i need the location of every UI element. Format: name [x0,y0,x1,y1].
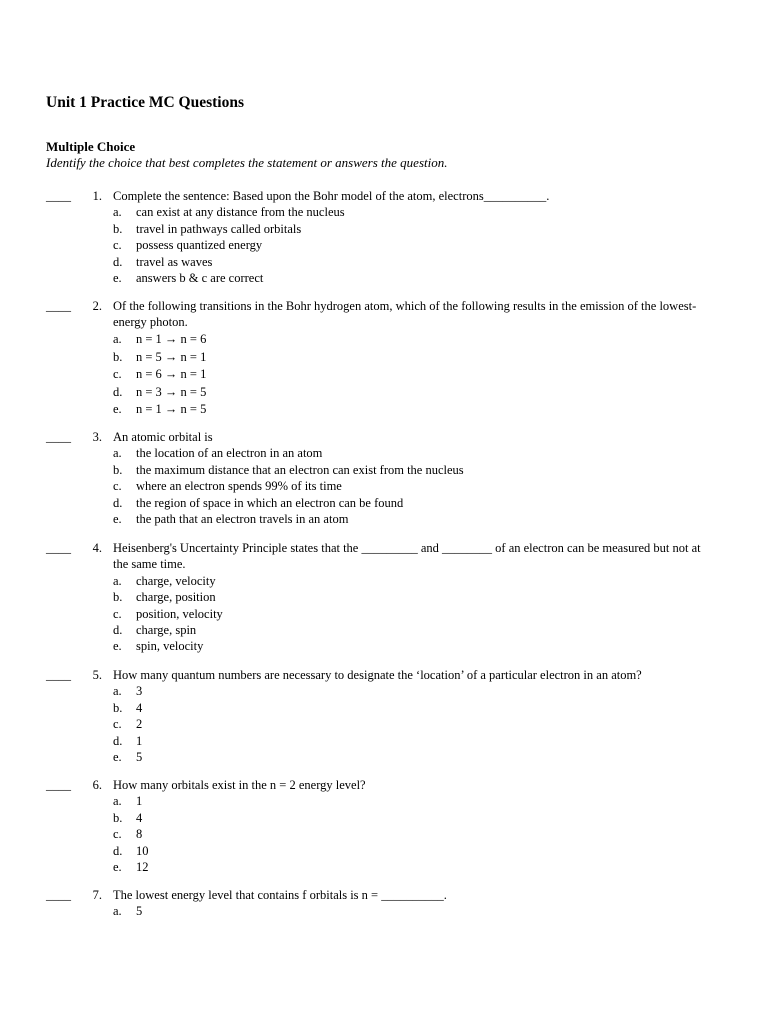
choice-text: position, velocity [136,606,223,621]
answer-blank: ____ [46,299,71,313]
choice-text: 10 [136,843,149,858]
answer-blank: ____ [46,668,71,682]
choice-letter: b. [113,221,123,236]
choice-text: charge, velocity [136,573,216,588]
choice-letter: e. [113,749,122,764]
choice-text: travel as waves [136,254,213,269]
choice-letter: a. [113,332,122,346]
choice-text: n = 5 → n = 1 [136,349,207,364]
choice-text: 1 [136,794,143,809]
question-number: 6. [92,778,102,792]
choice-text: 5 [136,749,143,764]
choice-letter: a. [113,684,122,699]
choice-text: 5 [136,904,143,919]
answer-blank: ____ [46,778,71,792]
question-text: How many orbitals exist in the n = 2 energy level? [113,778,366,792]
choice-text: n = 1 → n = 6 [136,332,207,346]
question-number: 4. [92,541,102,555]
question-number: 5. [92,668,102,682]
choice-letter: b. [113,462,123,477]
choice-letter: e. [113,859,122,874]
choice-letter: d. [113,843,123,858]
choice-letter: a. [113,904,122,919]
choice-text: 1 [136,733,143,748]
question-text: An atomic orbital is [113,430,213,444]
choice-letter: d. [113,254,123,269]
choice-letter: b. [113,810,123,825]
question-text: Of the following transitions in the Bohr hydrogen atom, which of the following results in the emission of the lowest-energy photon. [113,299,697,330]
choice-letter: b. [113,349,123,364]
choice-letter: b. [113,590,123,605]
choice-text: n = 1 → n = 5 [136,402,207,416]
choice-letter: e. [113,270,122,285]
question-text: Heisenberg's Uncertainty Principle states that the _________ and ________ of an electron can be measured but not at the same time. [113,541,701,572]
choice-letter: d. [113,384,123,399]
choice-letter: d. [113,733,123,748]
answer-blank: ____ [46,430,71,444]
section-instructions: Identify the choice that best completes the statement or answers the question. [46,155,448,170]
choice-text: spin, velocity [136,639,204,654]
choice-letter: c. [113,479,122,494]
choice-letter: e. [113,511,122,526]
page-title: Unit 1 Practice MC Questions [46,94,245,111]
choice-letter: a. [113,573,122,588]
choice-text: the location of an electron in an atom [136,446,323,461]
choice-text: charge, spin [136,622,197,637]
choice-letter: c. [113,367,122,381]
choice-letter: c. [113,827,122,842]
choice-text: can exist at any distance from the nucleus [136,205,345,220]
choice-letter: c. [113,238,122,253]
choice-text: the region of space in which an electron can be found [136,495,404,510]
question-number: 2. [92,299,102,313]
question-number: 7. [92,888,102,902]
choice-text: 8 [136,827,143,842]
choice-text: 3 [136,684,143,699]
choice-text: where an electron spends 99% of its time [136,479,342,494]
question-number: 3. [92,430,102,444]
answer-blank: ____ [46,888,71,902]
choice-letter: d. [113,622,123,637]
choice-text: the maximum distance that an electron can exist from the nucleus [136,462,464,477]
question-text: The lowest energy level that contains f orbitals is n = __________. [113,888,447,902]
choice-text: 12 [136,859,149,874]
choice-text: 4 [136,810,143,825]
answer-blank: ____ [46,189,71,203]
section-title: Multiple Choice [46,139,136,154]
choice-letter: a. [113,205,122,220]
choice-text: travel in pathways called orbitals [136,221,302,236]
choice-text: 2 [136,717,143,732]
choice-letter: e. [113,402,122,416]
choice-text: answers b & c are correct [136,270,264,285]
question-text: How many quantum numbers are necessary to designate the ‘location’ of a particular electron in an atom? [113,668,642,682]
choice-text: the path that an electron travels in an atom [136,511,349,526]
question-text: Complete the sentence: Based upon the Bohr model of the atom, electrons__________. [113,189,550,203]
choice-letter: d. [113,495,123,510]
choice-text: 4 [136,700,143,715]
answer-blank: ____ [46,541,71,555]
choice-letter: c. [113,606,122,621]
choice-text: charge, position [136,590,216,605]
choice-letter: a. [113,794,122,809]
choice-text: possess quantized energy [136,238,263,253]
choice-text: n = 3 → n = 5 [136,384,207,399]
choice-letter: a. [113,446,122,461]
choice-letter: c. [113,717,122,732]
choice-text: n = 6 → n = 1 [136,367,207,381]
choice-letter: e. [113,639,122,654]
choice-letter: b. [113,700,123,715]
question-number: 1. [92,189,102,203]
